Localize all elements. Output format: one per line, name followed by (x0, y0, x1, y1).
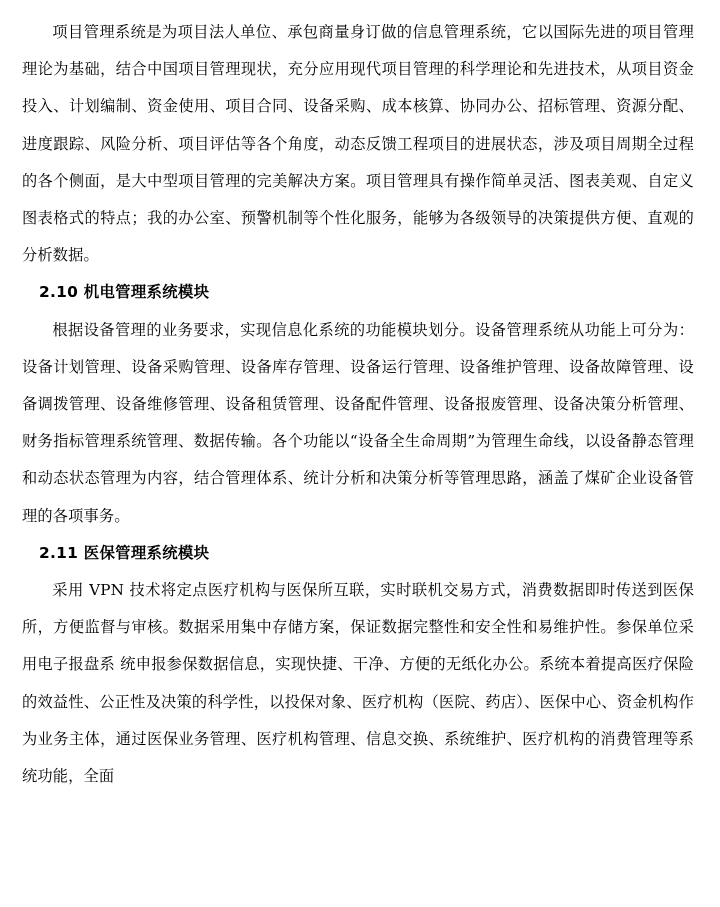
heading-section-2-11: 2.11 医保管理系统模块 (38, 543, 210, 562)
paragraph-equipment-management: 根据设备管理的业务要求，实现信息化系统的功能模块划分。设备管理系统从功能上可分为：设备计划管理、设备采购管理、设备库存管理、设备运行管理、设备维护管理、设备故障管理、设备调拨管理、设备维修管理、设备租赁管理、设备配件管理、设备报废管理、设备决策分析管理、财务指标管理系统管理、数据传输。各个功能以“设备全生命周期”为管理生命线，以设备静态管理和动态状态管理为内容，结合管理体系、统计分析和决策分析等管理思路，涵盖了煤矿企业设备管理的各项事务。 (22, 320, 694, 525)
paragraph-medical-insurance: 采用 VPN 技术将定点医疗机构与医保所互联，实时联机交易方式，消费数据即时传送到医保所，方便监督与审核。数据采用集中存储方案，保证数据完整性和安全性和易维护性。参保单位采用电子报盘系 统申报参保数据信息，实现快捷、干净、方便的无纸化办公。系统本着提高医疗保险的效益性、公正性及决策的科学性，以投保对象、医疗机构（医院、药店）、医保中心、资金机构作为业务主体，通过医保业务管理、医疗机构管理、信息交换、系统维护、医疗机构的消费管理等系统功能，全面 (22, 581, 694, 786)
heading-section-2-10: 2.10 机电管理系统模块 (38, 283, 210, 302)
paragraph-project-management: 项目管理系统是为项目法人单位、承包商量身订做的信息管理系统，它以国际先进的项目管理理论为基础，结合中国项目管理现状，充分应用现代项目管理的科学理论和先进技术，从项目资金投入、计划编制、资金使用、项目合同、设备采购、成本核算、协同办公、招标管理、资源分配、进度跟踪、风险分析、项目评估等各个角度，动态反馈工程项目的进展状态，涉及项目周期全过程的各个侧面，是大中型项目管理的完美解决方案。项目管理具有操作简单灵活、图表美观、自定义图表格式的特点；我的办公室、预警机制等个性化服务，能够为各级领导的决策提供方便、直观的分析数据。 (22, 23, 694, 265)
